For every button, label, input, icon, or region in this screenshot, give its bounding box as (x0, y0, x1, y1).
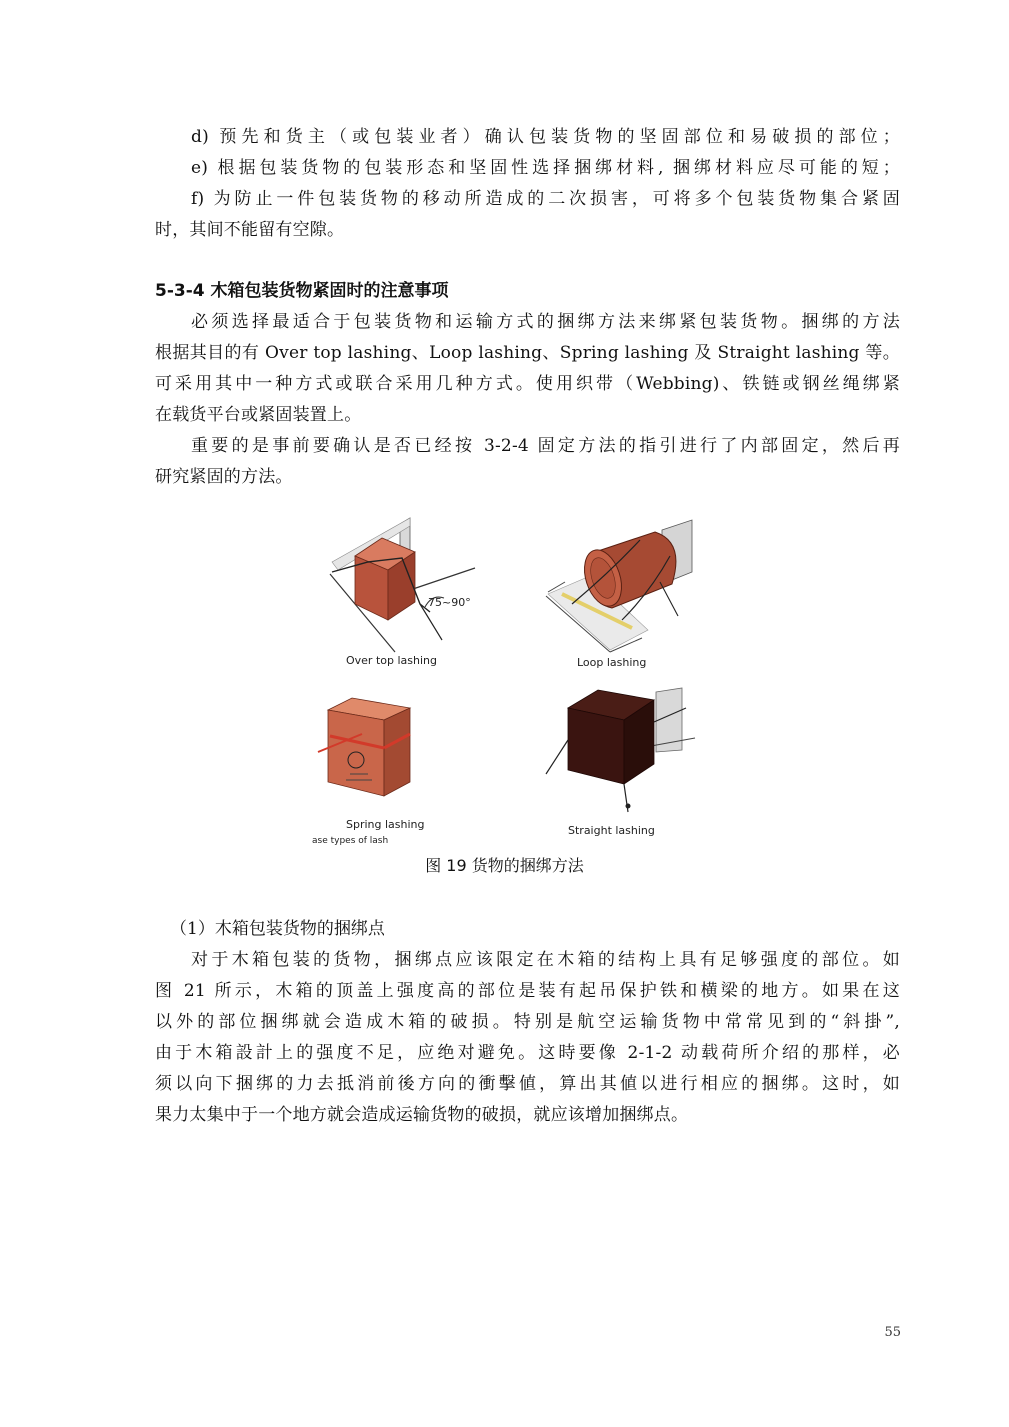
para2-line: 重要的是事前要确认是否已经按 3-2-4 固定方法的指引进行了内部固定，然后再 (191, 436, 900, 456)
lashing-methods-figure (310, 512, 710, 846)
para2-line: 研究紧固的方法。 (155, 467, 293, 487)
subsection-para-line: 由于木箱設計上的强度不足，应绝对避免。这時要像 2-1-2 动载荷所介绍的那样，必 (155, 1043, 900, 1063)
over-top-lashing-label: Over top lashing (346, 654, 437, 667)
subsection-para-line: 须以向下捆绑的力去抵消前後方向的衝擊値，算出其値以进行相应的捆绑。这时，如 (155, 1074, 900, 1094)
list-item-d: d) 预先和货主（或包装业者）确认包装货物的坚固部位和易破损的部位； (191, 127, 900, 147)
lashing-illustration (310, 512, 710, 846)
subsection-heading: （1）木箱包装货物的捆绑点 (170, 919, 385, 939)
loop-lashing-label: Loop lashing (577, 656, 647, 669)
list-item-f-line1: f) 为防止一件包装货物的移动所造成的二次损害，可将多个包装货物集合紧固 (191, 189, 900, 209)
spring-lashing-drawing (312, 698, 425, 846)
cutoff-caption-fragment: ase types of lash (312, 836, 389, 846)
loop-lashing-drawing (546, 520, 692, 669)
list-item-f-line2: 时，其间不能留有空隙。 (155, 220, 345, 240)
para1-line: 在载货平台或紧固装置上。 (155, 405, 362, 425)
straight-lashing-drawing (546, 688, 695, 837)
figure-caption: 图 19 货物的捆绑方法 (425, 856, 584, 875)
angle-label: 75~90° (428, 596, 471, 609)
para1-line: 可采用其中一种方式或联合采用几种方式。使用织带（Webbing)、铁链或钢丝绳绑紧 (155, 374, 900, 394)
over-top-lashing-drawing (330, 518, 475, 667)
subsection-para-line: 对于木箱包装的货物，捆绑点应该限定在木箱的结构上具有足够强度的部位。如 (191, 950, 900, 970)
spring-lashing-label: Spring lashing (346, 818, 425, 831)
para1-line: 必须选择最适合于包装货物和运输方式的捆绑方法来绑紧包装货物。捆绑的方法 (191, 312, 900, 332)
list-item-e: e) 根据包装货物的包装形态和坚固性选择捆绑材料, 捆绑材料应尽可能的短； (191, 158, 900, 178)
para1-line: 根据其目的有 Over top lashing、Loop lashing、Spring lashing 及 Straight lashing 等。 (155, 343, 900, 363)
section-heading: 5-3-4 木箱包装货物紧固时的注意事项 (155, 281, 449, 301)
subsection-para-line: 图 21 所示，木箱的顶盖上强度高的部位是装有起吊保护铁和横梁的地方。如果在这 (155, 981, 900, 1001)
subsection-para-line: 果力太集中于一个地方就会造成运输货物的破损，就应该增加捆绑点。 (155, 1105, 689, 1125)
straight-lashing-label: Straight lashing (568, 824, 655, 837)
page-number: 55 (884, 1325, 901, 1340)
subsection-para-line: 以外的部位捆绑就会造成木箱的破损。特别是航空运输货物中常常见到的“斜掛”, (155, 1012, 900, 1032)
